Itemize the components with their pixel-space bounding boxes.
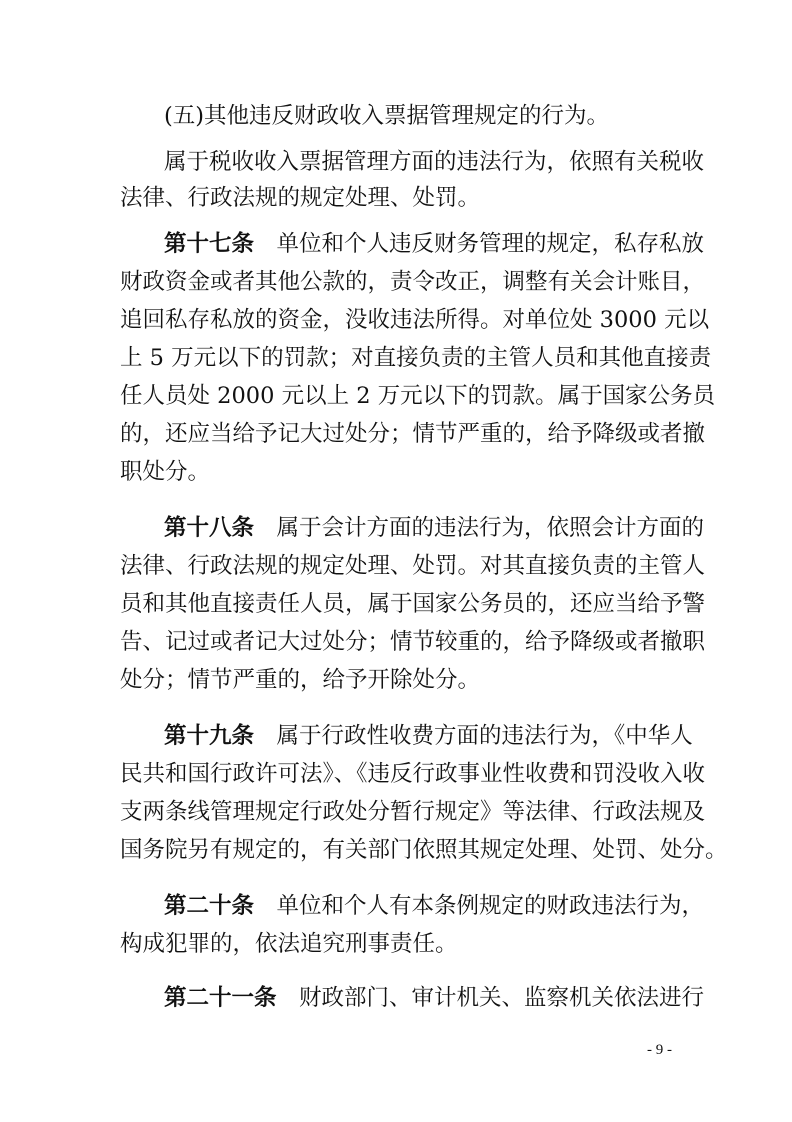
text-segment: 属于行政性收费方面的违法行为，《中华人: [254, 723, 693, 749]
text-segment: 的，还应当给予记大过处分；情节严重的，给予降级或者撤: [120, 421, 706, 447]
paragraph-line: [120, 548, 706, 584]
text-segment: 属于会计方面的违法行为，依照会计方面的: [254, 515, 705, 541]
paragraph-line: [164, 98, 672, 134]
article-heading: 第十九条: [164, 723, 255, 749]
article-heading: 第十八条: [164, 515, 255, 541]
paragraph-line: [120, 340, 712, 376]
text-segment: 法律、行政法规的规定处理、处罚。: [120, 185, 481, 211]
paragraph-line: [120, 756, 706, 792]
article-heading: 第十七条: [164, 231, 255, 257]
article-19-heading-line: [164, 718, 693, 754]
article-heading: 第二十一条: [164, 985, 277, 1011]
text-segment: 处分；情节严重的，给予开除处分。: [120, 667, 481, 693]
paragraph-line: [120, 378, 716, 414]
paragraph-line: [120, 180, 672, 216]
paragraph-line: [120, 302, 710, 338]
text-segment: 单位和个人有本条例规定的财政违法行为，: [254, 893, 705, 919]
article-20-heading-line: [164, 888, 705, 924]
article-heading: 第二十条: [164, 893, 255, 919]
text-segment: 告、记过或者记大过处分；情节较重的，给予降级或者撤职: [120, 629, 706, 655]
text-segment: 属于税收收入票据管理方面的违法行为，依照有关税收: [164, 149, 705, 175]
text-segment: 上 5 万元以下的罚款；对直接负责的主管人员和其他直接责: [120, 345, 712, 371]
paragraph-line: [120, 454, 672, 490]
article-18-heading-line: [164, 510, 705, 546]
text-segment: 员和其他直接责任人员，属于国家公务员的，还应当给予警: [120, 591, 706, 617]
paragraph-line: [120, 794, 706, 830]
text-segment: 职处分。: [120, 459, 211, 485]
text-segment: 支两条线管理规定行政处分暂行规定》等法律、行政法规及: [120, 799, 706, 825]
paragraph-line: [120, 264, 706, 300]
paragraph-line: [164, 144, 705, 180]
text-segment: (五)其他违反财政收入票据管理规定的行为。: [164, 103, 610, 129]
paragraph-line: [120, 926, 672, 962]
text-segment: 民共和国行政许可法》、《违反行政事业性收费和罚没收入收: [120, 761, 706, 787]
text-segment: 财政资金或者其他公款的，责令改正，调整有关会计账目，: [120, 269, 706, 295]
text-segment: 财政部门、审计机关、监察机关依法进行: [276, 985, 705, 1011]
article-21-heading-line: [164, 980, 705, 1016]
text-segment: 任人员处 2000 元以上 2 万元以下的罚款。属于国家公务员: [120, 383, 716, 409]
article-17-heading-line: [164, 226, 705, 262]
text-segment: 国务院另有规定的，有关部门依照其规定处理、处罚、处分。: [120, 837, 728, 863]
paragraph-line: [120, 416, 706, 452]
page-number: - 9 -: [647, 1042, 672, 1058]
paragraph-line: [120, 624, 706, 660]
paragraph-line: [120, 832, 728, 868]
text-segment: 追回私存私放的资金，没收违法所得。对单位处 3000 元以: [120, 307, 710, 333]
text-segment: 单位和个人违反财务管理的规定，私存私放: [254, 231, 705, 257]
text-segment: 法律、行政法规的规定处理、处罚。对其直接负责的主管人: [120, 553, 706, 579]
paragraph-line: [120, 662, 672, 698]
text-segment: 构成犯罪的，依法追究刑事责任。: [120, 931, 458, 957]
paragraph-line: [120, 586, 706, 622]
